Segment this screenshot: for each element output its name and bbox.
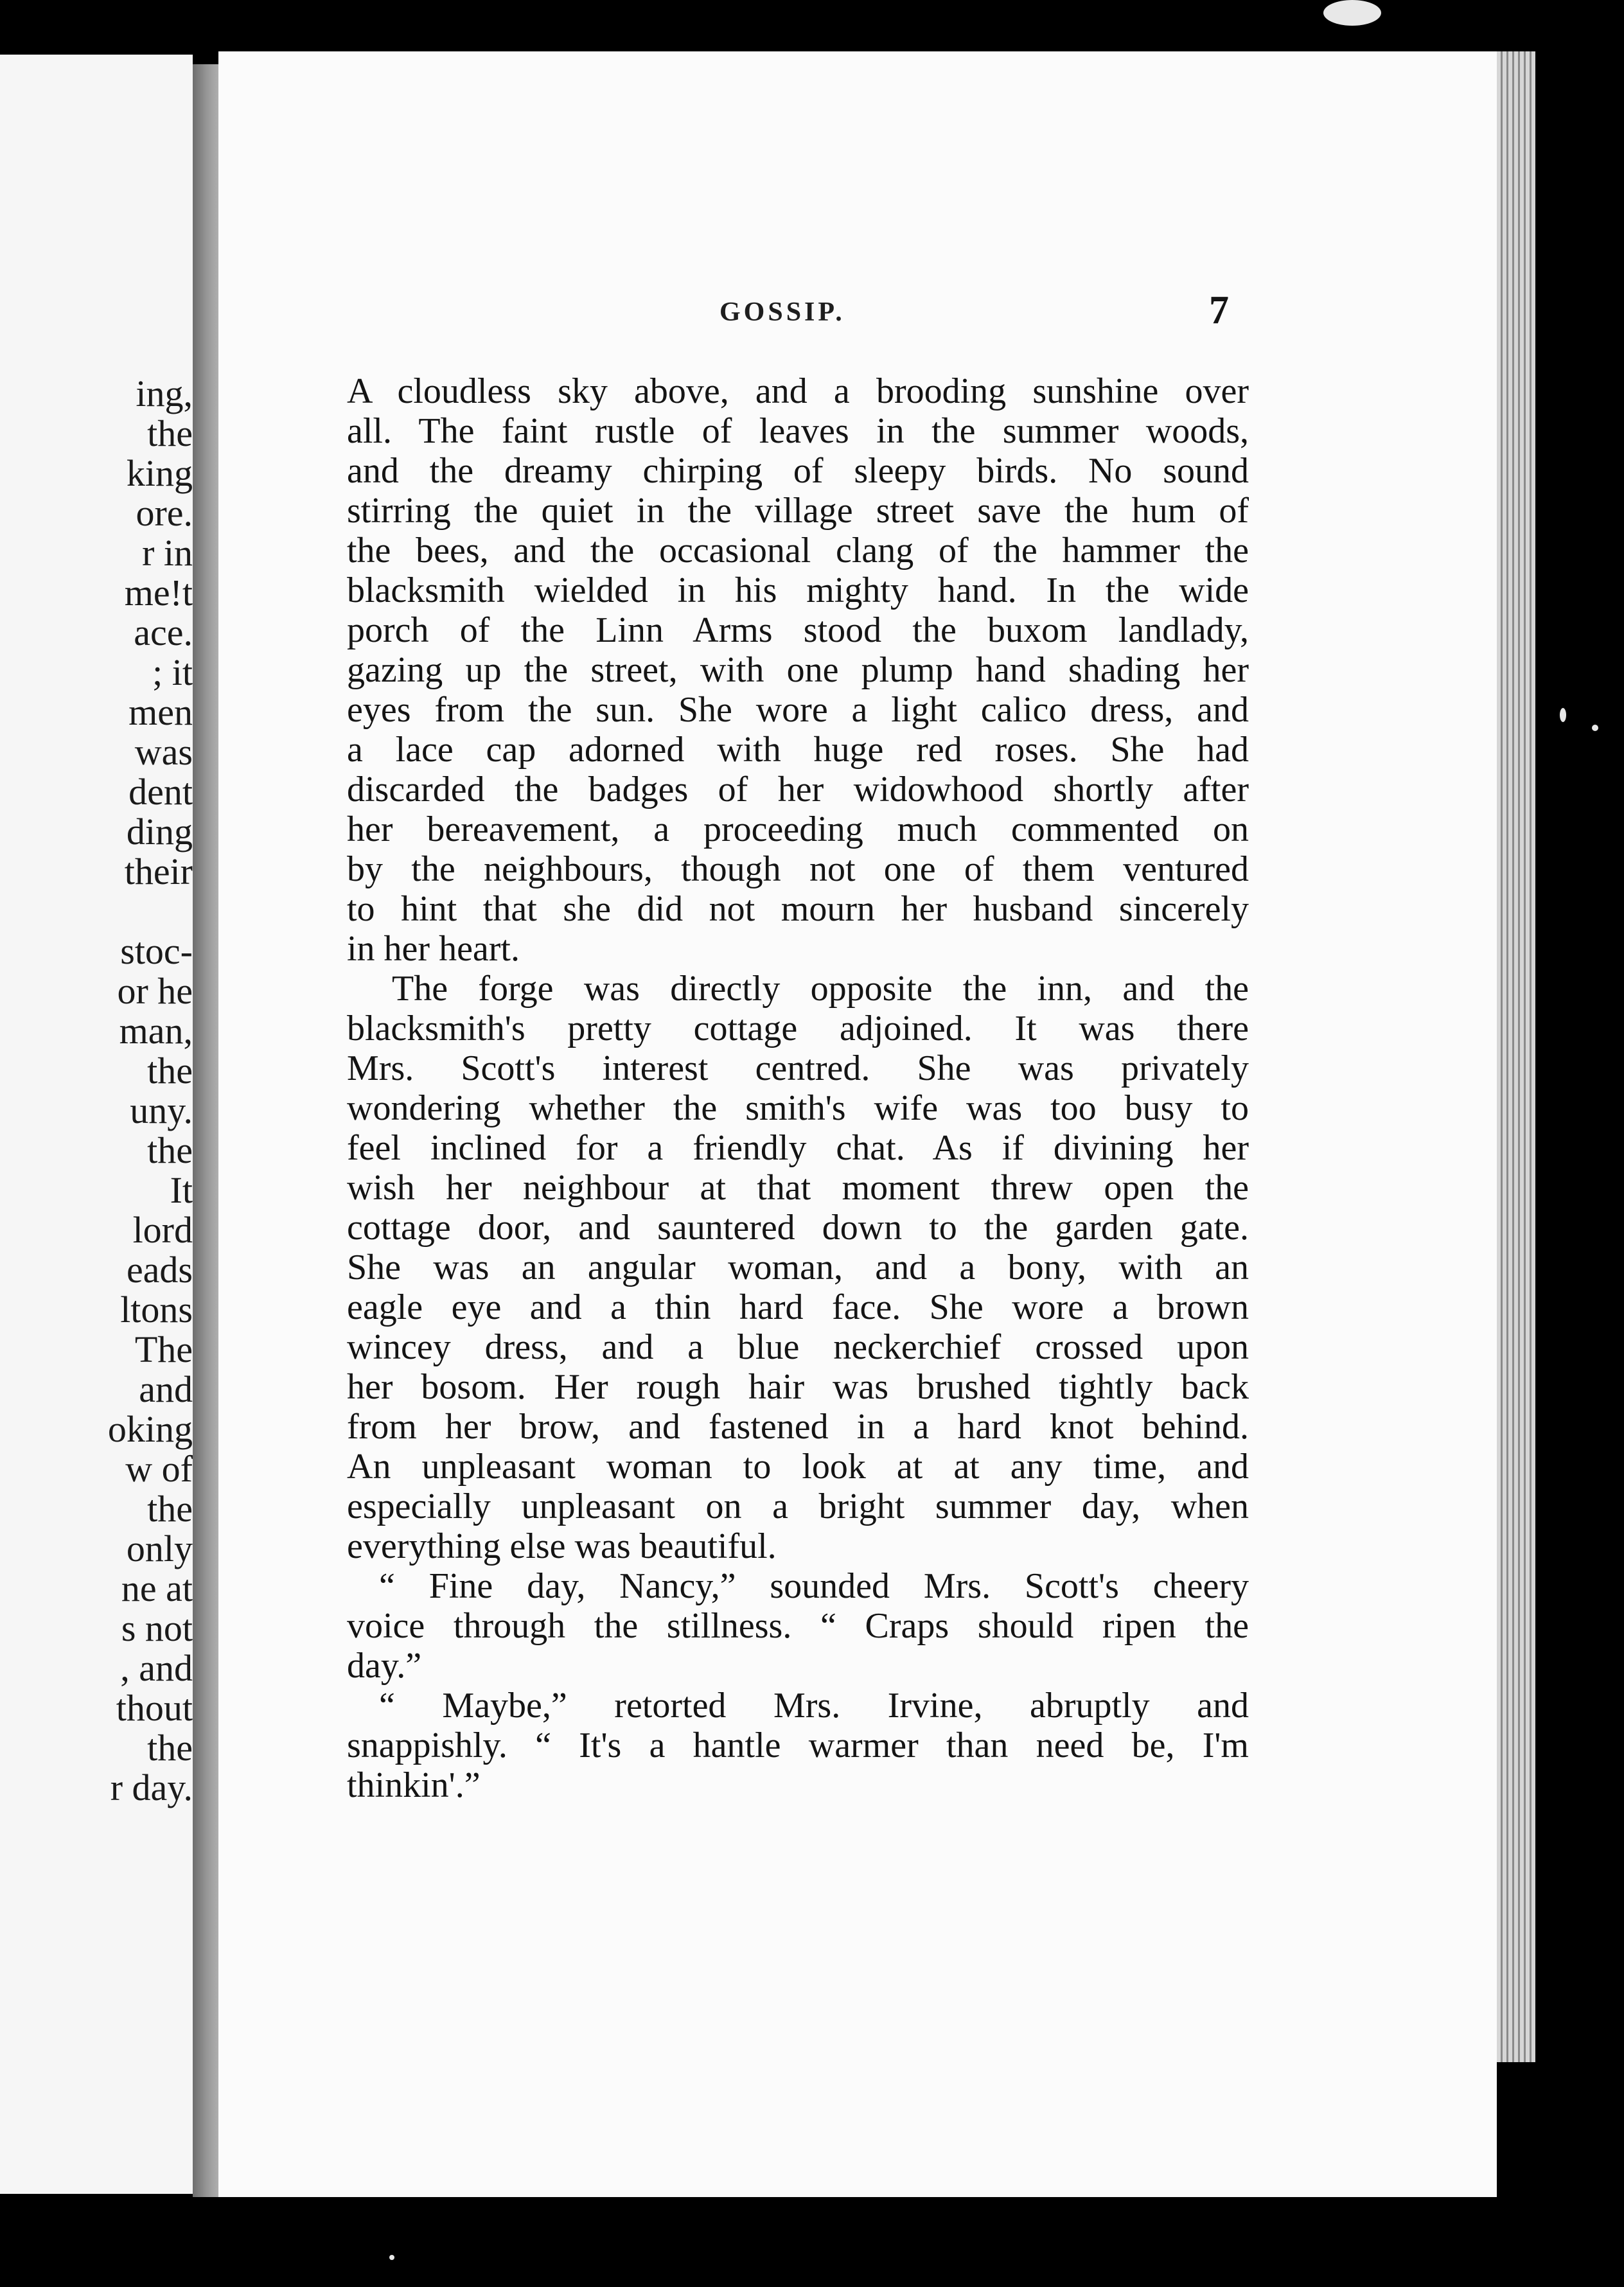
text-line: “ Maybe,” retorted Mrs. Irvine, abruptly and	[379, 1686, 1249, 1726]
text-line: and the dreamy chirping of sleepy birds. No sound	[347, 451, 1249, 491]
text-line: wish her neighbour at that moment threw open the	[347, 1168, 1249, 1208]
text-line: to hint that she did not mourn her husband sincerely	[347, 889, 1249, 929]
left-facing-page	[0, 55, 193, 2194]
page-edge-stack	[1497, 51, 1535, 2062]
left-page-fragment: the	[147, 1727, 193, 1769]
text-line: voice through the stillness. “ Craps should ripen the	[347, 1606, 1249, 1646]
text-line: Mrs. Scott's interest centred. She was privately	[347, 1048, 1249, 1088]
left-page-fragment: ding	[126, 811, 193, 852]
left-page-fragment: or he	[117, 970, 193, 1012]
left-page-fragment: stoc-	[120, 930, 193, 972]
left-page-fragment: s not	[121, 1607, 193, 1649]
text-line: thinkin'.”	[347, 1765, 481, 1805]
left-page-fragment: and	[139, 1368, 193, 1410]
text-line: her bereavement, a proceeding much commented on	[347, 809, 1249, 849]
left-page-fragment: lord	[132, 1209, 193, 1251]
text-line: eagle eye and a thin hard face. She wore a brown	[347, 1287, 1249, 1327]
text-line: in her heart.	[347, 929, 520, 969]
scan-speck	[1592, 725, 1598, 731]
text-line: day.”	[347, 1646, 422, 1686]
left-page-fragment: the	[147, 1488, 193, 1530]
text-line: wondering whether the smith's wife was too busy to	[347, 1088, 1249, 1128]
text-line: a lace cap adorned with huge red roses. She had	[347, 730, 1249, 770]
left-page-fragment: king	[126, 452, 193, 494]
left-page-fragment: the	[147, 412, 193, 454]
scan-speck	[1560, 708, 1566, 722]
text-line: An unpleasant woman to look at at any time, and	[347, 1447, 1249, 1487]
left-page-fragment: men	[128, 691, 193, 733]
text-line: blacksmith wielded in his mighty hand. In the wide	[347, 570, 1249, 610]
text-line: especially unpleasant on a bright summer day, when	[347, 1487, 1249, 1526]
left-page-fragment: ace.	[134, 612, 193, 653]
left-page-fragment: me!t	[124, 572, 193, 614]
scan-speck	[389, 2255, 394, 2260]
running-head: GOSSIP.	[719, 297, 845, 327]
left-page-fragment: r day.	[110, 1767, 193, 1808]
left-page-fragment: the	[147, 1129, 193, 1171]
text-line: by the neighbours, though not one of them ventured	[347, 849, 1249, 889]
text-line: gazing up the street, with one plump hand shading her	[347, 650, 1249, 690]
text-line: feel inclined for a friendly chat. As if divining her	[347, 1128, 1249, 1168]
text-line: She was an angular woman, and a bony, with an	[347, 1248, 1249, 1287]
text-line: snappishly. “ It's a hantle warmer than need be, I'm	[347, 1726, 1249, 1765]
left-page-fragment: dent	[128, 771, 193, 813]
left-page-fragment: man,	[119, 1010, 193, 1052]
text-line: from her brow, and fastened in a hard knot behind.	[347, 1407, 1249, 1447]
page-number: 7	[1209, 288, 1229, 332]
text-line: porch of the Linn Arms stood the buxom landlady,	[347, 610, 1249, 650]
text-line: all. The faint rustle of leaves in the summer woods,	[347, 411, 1249, 451]
left-page-fragment: thout	[116, 1687, 193, 1729]
left-page-fragment: only	[126, 1528, 193, 1569]
left-page-fragment: oking	[107, 1408, 193, 1450]
text-line: her bosom. Her rough hair was brushed tightly back	[347, 1367, 1249, 1407]
left-page-fragment: It	[170, 1169, 193, 1211]
left-page-fragment: ; it	[152, 651, 193, 693]
left-page-fragment: the	[147, 1050, 193, 1091]
text-line: blacksmith's pretty cottage adjoined. It was there	[347, 1009, 1249, 1048]
text-line: “ Fine day, Nancy,” sounded Mrs. Scott's cheery	[379, 1566, 1249, 1606]
text-line: The forge was directly opposite the inn, and the	[392, 969, 1249, 1009]
scan-speck	[1323, 0, 1381, 26]
left-page-fragment: , and	[120, 1647, 193, 1689]
text-line: A cloudless sky above, and a brooding sunshine over	[347, 371, 1249, 411]
text-line: discarded the badges of her widowhood shortly after	[347, 770, 1249, 809]
left-page-fragment: r in	[142, 532, 193, 574]
left-page-fragment: The	[134, 1329, 193, 1370]
left-page-fragment: was	[134, 731, 193, 773]
left-page-fragment: uny.	[130, 1090, 193, 1131]
text-line: the bees, and the occasional clang of the hammer the	[347, 531, 1249, 570]
left-page-fragment: w of	[125, 1448, 193, 1490]
text-line: cottage door, and sauntered down to the garden gate.	[347, 1208, 1249, 1248]
text-line: wincey dress, and a blue neckerchief crossed upon	[347, 1327, 1249, 1367]
left-page-fragment: eads	[126, 1249, 193, 1291]
text-line: eyes from the sun. She wore a light calico dress, and	[347, 690, 1249, 730]
left-page-fragment: ne at	[121, 1567, 193, 1609]
left-page-fragment: ore.	[136, 492, 193, 534]
left-page-fragment: ltons	[120, 1289, 193, 1330]
text-line: stirring the quiet in the village street save the hum of	[347, 491, 1249, 531]
text-line: everything else was beautiful.	[347, 1526, 777, 1566]
left-page-fragment: their	[124, 851, 193, 892]
left-page-fragment: ing,	[136, 373, 193, 414]
